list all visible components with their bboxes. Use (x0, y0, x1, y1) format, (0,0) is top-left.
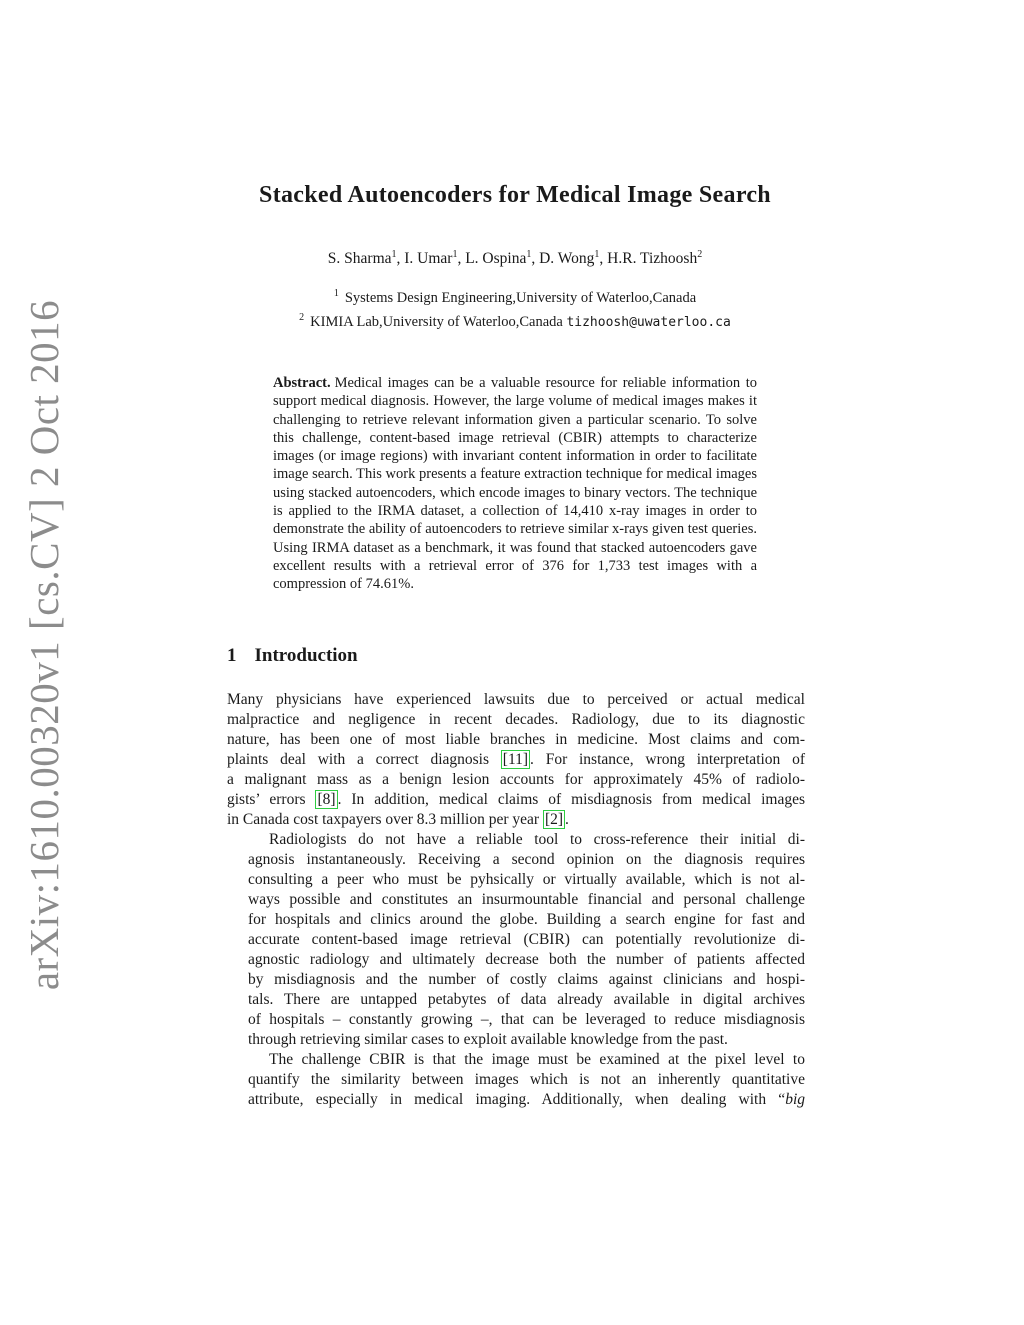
affiliation-2 (150, 308, 880, 332)
text-line (227, 790, 805, 810)
text-line: by misdiagnosis and the number of costly claims against clinicians and hospi- (248, 971, 805, 988)
text-segment: plaints deal with a correct diagnosis (227, 751, 501, 768)
text-segment: in Canada cost taxpayers over 8.3 million per year (227, 811, 543, 828)
text-line: agnostic radiology and ultimately decrease both the number of patients affected (248, 951, 805, 968)
arxiv-identifier (12, 299, 76, 991)
introduction-body (227, 690, 805, 1110)
text-line: agnosis instantaneously. Receiving a second opinion on the diagnosis requires (248, 851, 805, 868)
text-line: accurate content-based image retrieval (CBIR) can potentially revolutionize di- (248, 931, 805, 948)
paragraph-1 (227, 690, 805, 830)
author-name: L. Ospina (465, 250, 527, 268)
author-affiliation-mark: 1 (526, 249, 532, 260)
text-line (227, 750, 805, 770)
text-line: a malignant mass as a benign lesion accounts for approximately 45% of radiolo- (227, 771, 805, 788)
author-name: I. Umar (404, 250, 453, 268)
text-line: consulting a peer who must be pyhsically or virtually available, which is not al- (248, 871, 805, 888)
text-segment: . In addition, medical claims of misdiagnosis from medical images (337, 791, 805, 808)
affiliation-number: 2 (299, 311, 305, 323)
affiliation-text: KIMIA Lab,University of Waterloo,Canada (310, 313, 563, 330)
section-title: Introduction (254, 645, 358, 666)
text-line: of hospitals – constantly growing –, that can be leveraged to reduce misdiagnosis (248, 1011, 805, 1028)
author-name: D. Wong (539, 250, 595, 268)
author-affiliation-mark: 1 (452, 249, 458, 260)
text-line: Many physicians have experienced lawsuits due to perceived or actual medical (227, 691, 805, 708)
affiliation-number: 1 (333, 288, 339, 299)
affiliation-text: Systems Design Engineering,University of Waterloo,Canada (344, 289, 697, 306)
citation-link-2[interactable]: [2] (544, 811, 564, 828)
text-line: for hospitals and clinics around the globe. Building a search engine for fast and (248, 911, 805, 928)
text-segment: . (565, 811, 569, 828)
affiliations (150, 284, 880, 332)
author-affiliation-mark: 2 (697, 249, 703, 260)
text-segment: attribute, especially in medical imaging. Additionally, when dealing with “ (248, 1091, 786, 1108)
text-segment: gists’ errors (227, 791, 316, 808)
section-number: 1 (227, 645, 237, 666)
text-line: The challenge CBIR is that the image must be examined at the pixel level to (269, 1051, 805, 1068)
author-list: S. Sharma$^1$, I. Umar$^1$, L. Ospina$^1$, D. Wong$^1$, H.R. Tizhoosh$^2$ (327, 249, 703, 268)
text-line (227, 1090, 805, 1110)
text-line: through retrieving similar cases to exploit available knowledge from the past. (248, 1031, 728, 1048)
author-name: H.R. Tizhoosh (607, 250, 698, 268)
text-line: nature, has been one of most liable branches in medicine. Most claims and com- (227, 731, 805, 748)
text-line: tals. There are untapped petabytes of data already available in digital archives (248, 991, 805, 1008)
text-line: quantify the similarity between images which is not an inherently quantitative (248, 1071, 805, 1088)
abstract-text: Medical images can be a valuable resource for reliable information to support medical diagnosis. However, the large volume of medical images makes it challenging to retrieve relevant information given a particular scenario. To solve this challenge, content-based image retrieval (CBIR) attempts to characterize images (or image regions) with invariant content information in order to facilitate image search. This work presents a feature extraction technique for medical images using stacked autoencoders, which encode images to binary vectors. The technique is applied to the IRMA dataset, a collection of 14,410 x-ray images in order to demonstrate the ability of autoencoders to retrieve similar x-rays given test queries. Using IRMA dataset as a benchmark, it was found that stacked autoencoders gave excellent results with a retrieval error of 376 for 1,733 test images with a compression of 74.61%. (273, 375, 757, 593)
emphasis-text: big (785, 1091, 805, 1108)
text-line (227, 810, 805, 830)
citation-link-11[interactable]: [11] (502, 751, 529, 768)
author-email-link[interactable]: tizhoosh@uwaterloo.ca (566, 314, 731, 330)
abstract-label: Abstract. (273, 375, 331, 391)
affiliation-1 (150, 284, 880, 308)
abstract (273, 374, 757, 594)
text-line: ways possible and constitutes an insurmountable financial and personal challenge (248, 891, 805, 908)
paragraph-3 (227, 1050, 805, 1110)
author-affiliation-mark: 1 (391, 249, 397, 260)
text-line: malpractice and negligence in recent decades. Radiology, due to its diagnostic (227, 711, 805, 728)
text-segment: . For instance, wrong interpretation of (530, 751, 805, 768)
citation-link-8[interactable]: [8] (317, 791, 336, 808)
text-line: Radiologists do not have a reliable tool to cross-reference their initial di- (269, 831, 805, 848)
paper-title: Stacked Autoencoders for Medical Image Search (259, 182, 771, 208)
paragraph-2 (227, 830, 805, 1050)
arxiv-identifier-text: arXiv:1610.00320v1 [cs.CV] 2 Oct 2016 (21, 299, 68, 991)
section-heading-introduction (227, 645, 358, 667)
author-name: S. Sharma (327, 250, 392, 268)
author-affiliation-mark: 1 (594, 249, 600, 260)
